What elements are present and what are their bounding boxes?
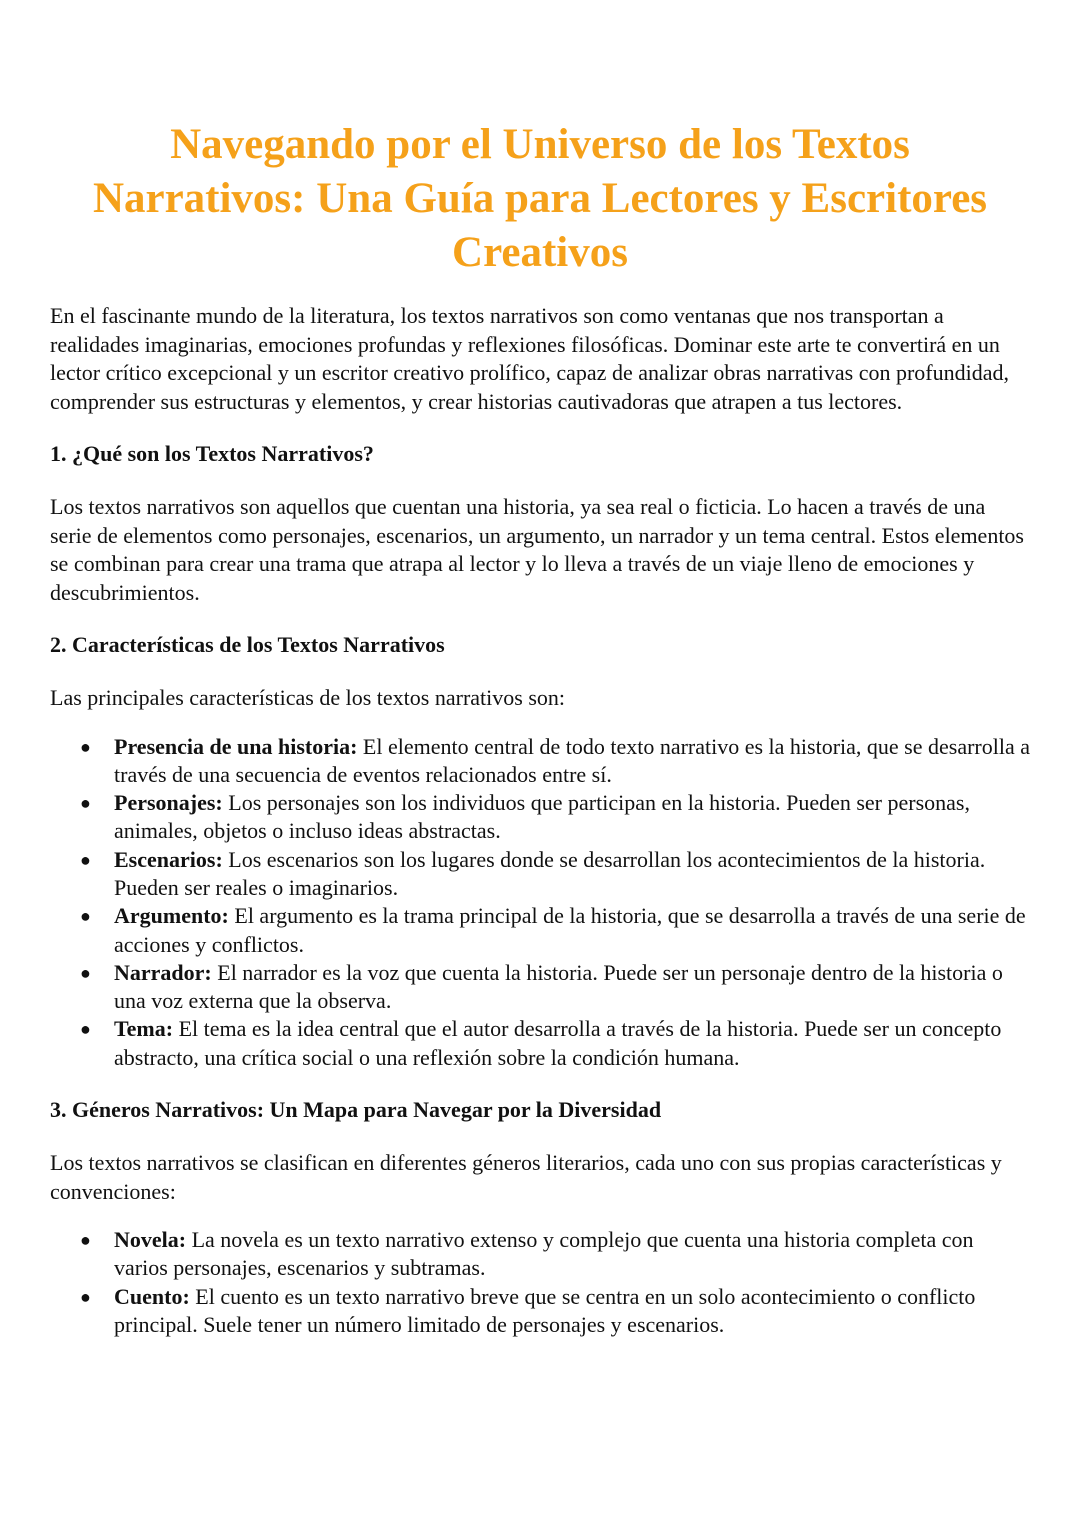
- list-item: [50, 1015, 1030, 1072]
- list-item-description: El argumento es la trama principal de la historia, que se desarrolla a través de una serie de acciones y conflictos.: [114, 903, 1026, 957]
- characteristics-list: [50, 733, 1030, 1073]
- list-item-description: El elemento central de todo texto narrativo es la historia, que se desarrolla a través de una secuencia de eventos relacionados entre sí.: [114, 733, 1031, 787]
- list-item-term: Cuento:: [114, 1283, 190, 1309]
- bullet-icon: ●: [80, 736, 91, 757]
- bullet-icon: ●: [80, 1286, 91, 1307]
- section-paragraph: Los textos narrativos son aquellos que cuentan una historia, ya sea real o ficticia. Lo hacen a través de una serie de elementos como personajes, escenarios, un argumento, un narrador y un tema central. Estos elementos se combinan para crear una trama que atrapa al lector y lo lleva a través de un viaje lleno de emociones y descubrimientos.: [50, 494, 1024, 605]
- section-paragraph: Los textos narrativos se clasifican en diferentes géneros literarios, cada uno con sus propias características y convenciones:: [50, 1150, 1002, 1204]
- genres-list: [50, 1226, 1030, 1339]
- list-item: [50, 1226, 1030, 1283]
- document-title: Navegando por el Universo de los Textos Narrativos: Una Guía para Lectores y Escritores Creativos: [92, 121, 988, 276]
- bullet-icon: ●: [80, 962, 91, 983]
- list-item-description: Los personajes son los individuos que participan en la historia. Pueden ser personas, animales, objetos o incluso ideas abstractas.: [114, 790, 970, 844]
- list-item: [50, 1283, 1030, 1340]
- bullet-icon: ●: [80, 906, 91, 927]
- section-characteristics: [50, 631, 1030, 1072]
- list-item-description: El narrador es la voz que cuenta la historia. Puede ser un personaje dentro de la historia o una voz externa que la observa.: [114, 959, 1003, 1014]
- list-item-description: El tema es la idea central que el autor desarrolla a través de la historia. Puede ser un concepto abstracto, una crítica social o una reflexión sobre la condición humana.: [114, 1016, 1002, 1070]
- list-item: [50, 789, 1030, 846]
- list-item-term: Narrador:: [114, 959, 212, 985]
- list-item-term: Argumento:: [114, 903, 229, 929]
- list-item-term: Personajes:: [114, 790, 223, 816]
- section-paragraph: Las principales características de los textos narrativos son:: [50, 685, 565, 710]
- list-item: [50, 733, 1030, 790]
- section-heading: 3. Géneros Narrativos: Un Mapa para Navegar por la Diversidad: [50, 1097, 662, 1123]
- section-what-are: [50, 440, 1030, 607]
- bullet-icon: ●: [80, 849, 91, 870]
- list-item-description: La novela es un texto narrativo extenso y complejo que cuenta una historia completa con varios personajes, escenarios y subtramas.: [114, 1227, 974, 1281]
- list-item-term: Novela:: [114, 1227, 187, 1253]
- bullet-icon: ●: [80, 1230, 91, 1251]
- section-heading: 1. ¿Qué son los Textos Narrativos?: [50, 441, 374, 466]
- section-heading: 2. Características de los Textos Narrativos: [50, 632, 445, 657]
- list-item-term: Presencia de una historia:: [114, 733, 358, 759]
- bullet-icon: ●: [80, 1019, 91, 1040]
- list-item-term: Escenarios:: [114, 846, 223, 872]
- list-item-term: Tema:: [114, 1016, 174, 1042]
- intro-paragraph: En el fascinante mundo de la literatura, los textos narrativos son como ventanas que nos transportan a realidades imaginarias, emociones profundas y reflexiones filosóficas. Dominar este arte te convertirá en un lector crítico excepcional y un escritor creativo prolífico, capaz de analizar obras narrativas con profundidad, comprender sus estructuras y elementos, y crear historias cautivadoras que atrapen a tus lectores.: [50, 303, 1009, 414]
- bullet-icon: ●: [80, 793, 91, 814]
- list-item-description: El cuento es un texto narrativo breve que se centra en un solo acontecimiento o conflicto principal. Suele tener un número limitado de personajes y escenarios.: [114, 1283, 976, 1337]
- list-item: [50, 959, 1030, 1016]
- list-item-description: Los escenarios son los lugares donde se desarrollan los acontecimientos de la historia. Pueden ser reales o imaginarios.: [114, 846, 986, 900]
- list-item: [50, 846, 1030, 903]
- list-item: [50, 902, 1030, 959]
- section-genres: [50, 1096, 1030, 1339]
